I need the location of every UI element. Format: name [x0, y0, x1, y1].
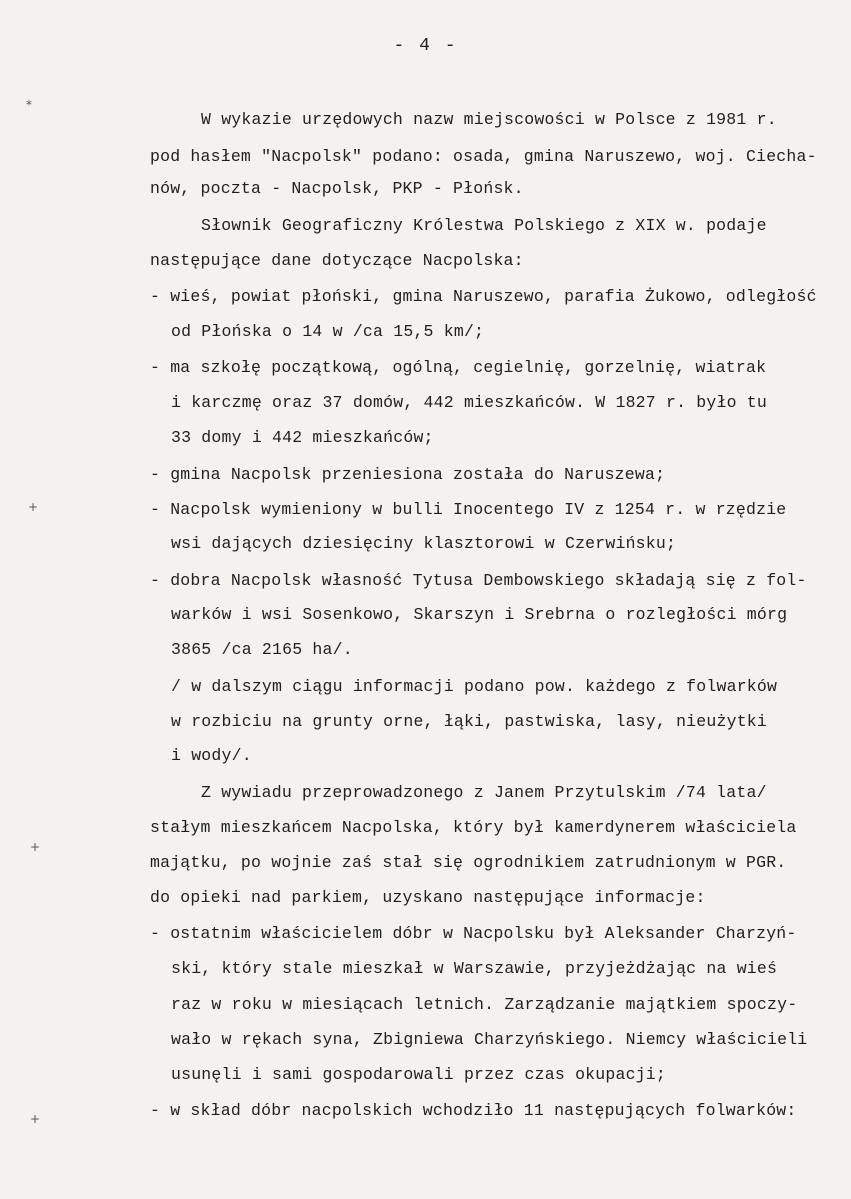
text-line: - ostatnim właścicielem dóbr w Nacpolsku był Aleksander Charzyń- — [150, 924, 797, 943]
text-line: stałym mieszkańcem Nacpolska, który był kamerdynerem właściciela — [150, 818, 797, 837]
margin-mark: + — [30, 840, 41, 854]
text-line: - dobra Nacpolsk własność Tytusa Dembowskiego składają się z fol- — [150, 571, 807, 590]
text-line: - wieś, powiat płoński, gmina Naruszewo, parafia Żukowo, odległość — [150, 287, 817, 306]
text-line: / w dalszym ciągu informacji podano pow. każdego z folwarków — [171, 677, 778, 696]
text-line: wało w rękach syna, Zbigniewa Charzyńskiego. Niemcy właścicieli — [171, 1030, 808, 1049]
text-line: i wody/. — [171, 746, 252, 765]
text-line: i karczmę oraz 37 domów, 442 mieszkańców. W 1827 r. było tu — [171, 393, 767, 412]
margin-mark: ⁎ — [26, 94, 32, 108]
text-line: warków i wsi Sosenkowo, Skarszyn i Srebrna o rozległości mórg — [171, 605, 788, 624]
text-line: majątku, po wojnie zaś stał się ogrodnikiem zatrudnionym w PGR. — [150, 853, 787, 872]
page-number: - 4 - — [393, 36, 458, 56]
text-line: Słownik Geograficzny Królestwa Polskiego z XIX w. podaje — [201, 216, 767, 235]
text-line: - gmina Nacpolsk przeniesiona została do Naruszewa; — [150, 465, 666, 484]
text-line: ski, który stale mieszkał w Warszawie, przyjeżdżając na wieś — [171, 959, 778, 978]
text-line: do opieki nad parkiem, uzyskano następujące informacje: — [150, 888, 706, 907]
text-line: usunęli i sami gospodarowali przez czas okupacji; — [171, 1065, 666, 1084]
text-line: w rozbiciu na grunty orne, łąki, pastwiska, lasy, nieużytki — [171, 712, 767, 731]
text-line: pod hasłem "Nacpolsk" podano: osada, gmina Naruszewo, woj. Ciecha- — [150, 147, 817, 166]
text-line: - Nacpolsk wymieniony w bulli Inocentego IV z 1254 r. w rzędzie — [150, 500, 787, 519]
text-line: 33 domy i 442 mieszkańców; — [171, 428, 434, 447]
text-line: - w skład dóbr nacpolskich wchodziło 11 następujących folwarków: — [150, 1101, 797, 1120]
text-line: 3865 /ca 2165 ha/. — [171, 640, 353, 659]
text-line: - ma szkołę początkową, ogólną, cegielnię, gorzelnię, wiatrak — [150, 358, 767, 377]
margin-mark: + — [28, 500, 39, 514]
text-line: W wykazie urzędowych nazw miejscowości w Polsce z 1981 r. — [201, 110, 777, 129]
text-line: raz w roku w miesiącach letnich. Zarządzanie majątkiem spoczy- — [171, 995, 798, 1014]
text-line: nów, poczta - Nacpolsk, PKP - Płońsk. — [150, 179, 524, 198]
margin-mark: + — [30, 1112, 41, 1126]
text-line: Z wywiadu przeprowadzonego z Janem Przytulskim /74 lata/ — [201, 783, 767, 802]
text-line: od Płońska o 14 w /ca 15,5 km/; — [171, 322, 485, 341]
text-line: wsi dających dziesięciny klasztorowi w Czerwińsku; — [171, 534, 677, 553]
text-line: następujące dane dotyczące Nacpolska: — [150, 251, 524, 270]
